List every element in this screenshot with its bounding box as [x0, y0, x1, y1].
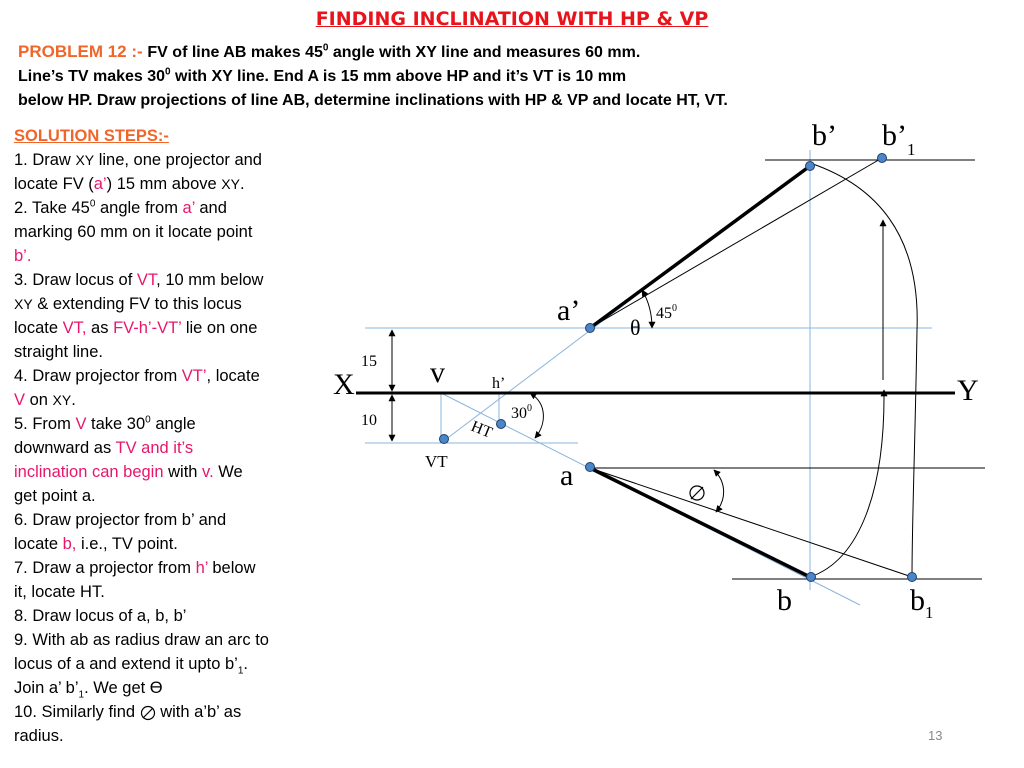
label-b: b [777, 584, 792, 617]
angle-45-arc [642, 290, 652, 328]
step-text: . [239, 175, 245, 193]
step-text-highlight: V [75, 415, 87, 433]
step-text: . We get ϴ [84, 679, 163, 697]
step-text-highlight: VT’ [181, 367, 207, 385]
step-text: 6. Draw projector from b’ and [14, 511, 227, 529]
step-text-highlight: VT, [62, 319, 87, 337]
step-text: lie on one [181, 319, 258, 337]
step-text: , 10 mm below [156, 271, 264, 289]
arc-b-to-locus [810, 390, 884, 577]
step-text: 10. Similarly find [14, 703, 140, 721]
step-text: straight line. [14, 343, 103, 361]
step-text: radius. [14, 727, 64, 745]
line-a-dash-b1-dash [590, 158, 882, 328]
step-text-highlight: a’ [93, 175, 107, 193]
step-text: locus of a and extend it upto b’ [14, 655, 238, 673]
label-y: Y [957, 374, 979, 407]
angle-phi-arc [714, 470, 724, 512]
step-text: 8. Draw locus of a, b, b’ [14, 607, 187, 625]
step-text: XY [14, 296, 33, 312]
step-text-highlight: VT [136, 271, 157, 289]
points [440, 154, 917, 582]
step-text: locate [14, 535, 63, 553]
step-text-highlight: V [14, 391, 26, 409]
superscript: 0 [145, 414, 151, 426]
label-h-dash: h’ [492, 375, 506, 392]
step-text: get point a. [14, 487, 96, 505]
step-text: . [71, 391, 76, 409]
step-text: marking 60 mm on it locate point [14, 223, 253, 241]
step-text: ) 15 mm above [106, 175, 222, 193]
label-v: v [430, 356, 445, 389]
step-text: 1. Draw [14, 151, 76, 169]
superscript: 0 [165, 66, 171, 78]
label-ht: HT [468, 417, 495, 442]
point-b1-dash [878, 154, 887, 163]
front-view-a-b [590, 166, 810, 328]
step-text-highlight: TV and it’s [115, 439, 194, 457]
label-dim-15: 15 [361, 353, 377, 370]
phi-symbol-icon [690, 486, 704, 500]
step-text: and [194, 199, 227, 217]
step-text-highlight: inclination can begin [14, 463, 164, 481]
label-b-dash: b’ [812, 119, 837, 152]
superscript: 0 [89, 198, 96, 210]
step-text: 9. With ab as radius draw an arc to [14, 631, 269, 649]
step-text: & extending FV to this locus [32, 295, 242, 313]
step-text: 5. From [14, 415, 76, 433]
step-text: 7. Draw a projector from [14, 559, 196, 577]
problem-text: below HP. Draw projections of line AB, determine inclinations with HP & VP and locate HT, VT. [18, 92, 728, 109]
problem-text: FV of line AB makes 45 [147, 44, 323, 61]
subscript: 1 [78, 689, 85, 701]
step-text: , locate [206, 367, 260, 385]
step-text-highlight: v. [202, 463, 214, 481]
construction-lines [365, 150, 932, 605]
step-text-highlight: a’ [182, 199, 195, 217]
step-text: as [86, 319, 114, 337]
problem-text: Line’s TV makes 30 [18, 68, 166, 85]
step-text: it, locate HT. [14, 583, 105, 601]
step-text: XY [52, 392, 72, 408]
step-text: We [213, 463, 243, 481]
step-text: XY [221, 176, 240, 192]
label-dim-10: 10 [361, 412, 377, 429]
step-text: Join a’ b’ [14, 679, 79, 697]
step-text-highlight: b’. [14, 247, 32, 265]
step-text: with [163, 463, 203, 481]
superscript: 0 [322, 42, 329, 54]
step-text: on [25, 391, 53, 409]
step-text: take 30 [86, 415, 146, 433]
step-text: XY [75, 152, 95, 168]
arcs [810, 163, 917, 577]
point-b-dash [806, 162, 815, 171]
angle-30-arc [530, 393, 543, 438]
steps-heading: SOLUTION STEPS:- [14, 127, 169, 145]
point-ht [497, 420, 506, 429]
step-text: 4. Draw projector from [14, 367, 182, 385]
label-b1: $b_1$ [910, 584, 934, 622]
problem-text: with XY line. End A is 15 mm above HP and it’s VT is 10 mm [170, 68, 627, 85]
step-text-highlight: FV-h’-VT’ [113, 319, 182, 337]
step-text: 2. Take 45 [14, 199, 90, 217]
step-text: with a’b’ as [155, 703, 242, 721]
step-text: 3. Draw locus of [14, 271, 137, 289]
point-b1 [908, 573, 917, 582]
label-x: X [333, 368, 355, 401]
point-b [807, 573, 816, 582]
arc-b-dash-to-b1 [810, 163, 917, 577]
step-text: angle [150, 415, 196, 433]
step-text: . [243, 655, 248, 673]
locus-lines [588, 158, 985, 579]
step-text-highlight: b, [62, 535, 77, 553]
label-a: a [560, 459, 574, 492]
label-30-deg: $30^0$ [511, 403, 532, 422]
step-text: below [207, 559, 256, 577]
label-45-deg: $45^0$ [656, 303, 677, 322]
label-theta: θ [630, 315, 641, 340]
step-text: locate FV ( [14, 175, 94, 193]
step-text: line, one projector and [94, 151, 262, 169]
top-view-a-b [590, 468, 810, 577]
label-vt: VT [425, 452, 448, 471]
point-vt [440, 435, 449, 444]
point-a [586, 463, 595, 472]
label-b1-dash: $b’_1$ [882, 119, 916, 159]
subscript: 1 [237, 665, 244, 677]
line-a-b1 [590, 468, 912, 577]
step-text-highlight: h’ [195, 559, 208, 577]
step-text: angle from [95, 199, 183, 217]
step-text: downward as [14, 439, 116, 457]
page-title: FINDING INCLINATION WITH HP & VP [315, 8, 709, 30]
point-a-dash [586, 324, 595, 333]
label-a-dash: a’ [557, 294, 581, 327]
step-text: i.e., TV point. [76, 535, 178, 553]
problem-text: angle with XY line and measures 60 mm. [328, 44, 641, 61]
page-number: 13 [928, 728, 943, 743]
step-text: locate [14, 319, 63, 337]
problem-label: PROBLEM 12 :- [18, 42, 148, 61]
